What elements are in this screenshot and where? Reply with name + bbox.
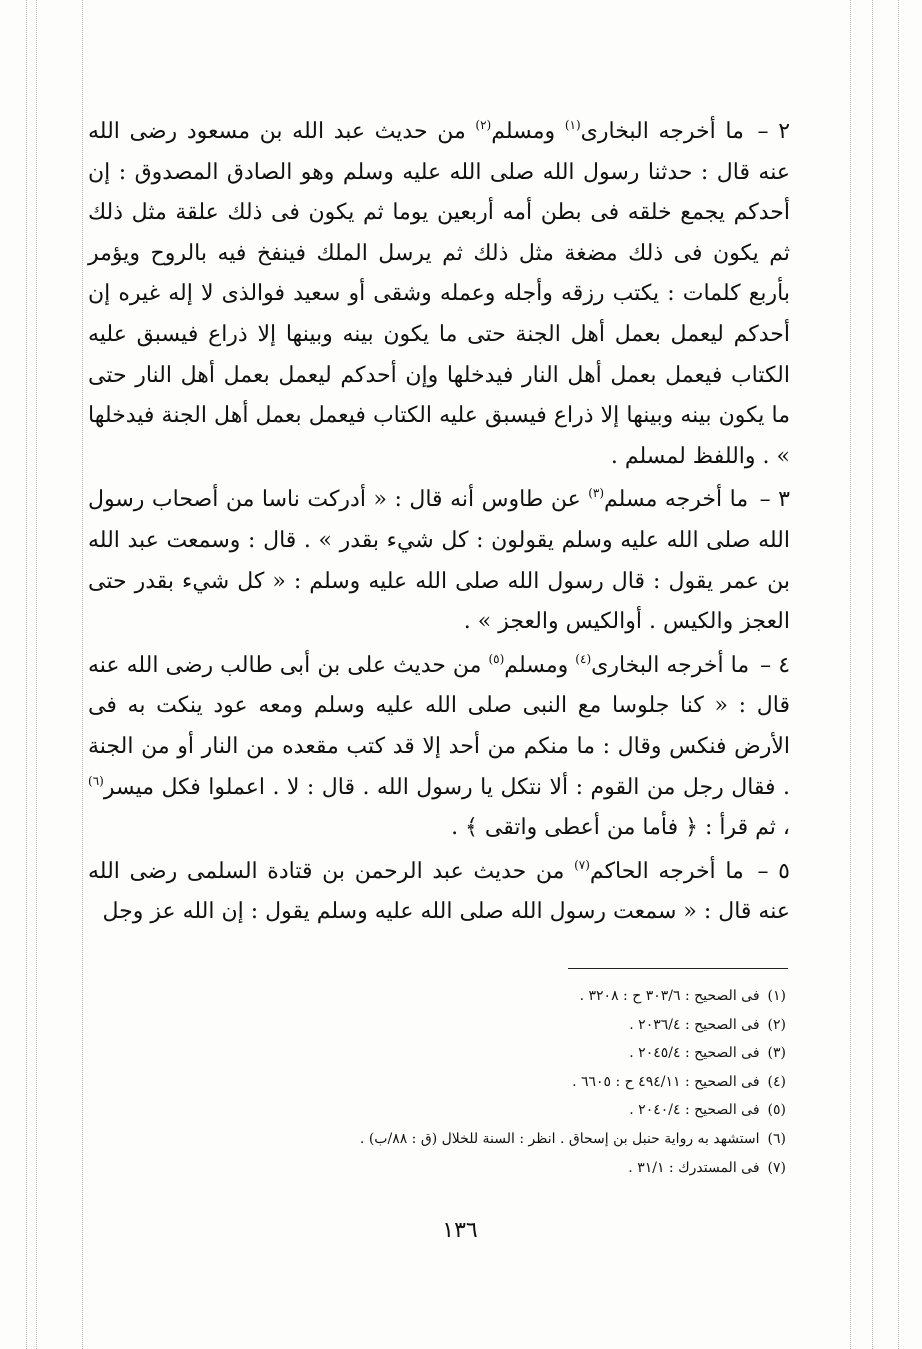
footnote-reference: (١)	[564, 118, 581, 132]
footnote	[200, 1125, 786, 1154]
footnote-reference: (٣)	[588, 486, 605, 501]
paragraph-text: ومسلم	[504, 652, 576, 678]
paragraph-text: ما أخرجه الحاكم	[589, 858, 744, 884]
paragraph-text: من حديث عبد الرحمن بن قتادة السلمى رضى الله عنه قال : « سمعت رسول الله صلى الله عليه وسلم يقول : إن الله عز وجل	[88, 858, 790, 925]
footnote-text: فى الصحيح : ٤٩٤/١١ ح : ٦٦٠٥ .	[572, 1073, 760, 1090]
footnote-number: (٦)	[767, 1130, 786, 1147]
footnote-reference: (٥)	[488, 651, 505, 666]
page-number: ١٣٦	[442, 1218, 478, 1243]
paragraph-number: ٢ –	[757, 119, 791, 144]
footnote	[200, 1068, 786, 1097]
footnotes	[200, 982, 786, 1182]
paragraph-text: ومسلم	[491, 119, 565, 144]
scan-margin-dots	[850, 0, 851, 1349]
scan-margin-dots	[872, 0, 873, 1349]
footnote-number: (٥)	[767, 1102, 786, 1119]
scan-margin-dots	[898, 0, 899, 1349]
paragraph	[88, 852, 790, 933]
paragraph-text: من حديث على بن أبى طالب رضى الله عنه قال : « كنا جلوسا مع النبى صلى الله عليه وسلم ومعه عود ينكت به فى الأرض فنكس وقال : ما منكم من أحد إلا قد كتب مقعده من النار أو من الجنة . فقال رجل من القوم : ألا نتكل يا رسول الله . قال : لا . اعملوا فكل ميسر	[88, 652, 790, 800]
footnote-number: (٧)	[767, 1159, 786, 1176]
paragraph-text: ما أخرجه البخارى	[580, 119, 744, 144]
paragraph	[88, 646, 790, 849]
footnote-text: استشهد به رواية حنبل بن إسحاق . انظر : السنة للخلال (ق : ٨٨/ب) .	[359, 1130, 760, 1147]
paragraph-text: عن طاوس أنه قال : « أدركت ناسا من أصحاب رسول الله صلى الله عليه وسلم يقولون : كل شيء بقدر » . قال : وسمعت عبد الله بن عمر يقول : قال رسول الله صلى الله عليه وسلم : « كل شيء بقدر حتى العجز والكيس . أوالكيس والعجز » .	[88, 487, 790, 635]
footnote-reference: (٦)	[88, 773, 104, 788]
paragraph-number: ٥ –	[757, 858, 790, 884]
paragraph-text: من حديث عبد الله بن مسعود رضى الله عنه قال : حدثنا رسول الله صلى الله عليه وسلم وهو الصادق المصدوق : إن أحدكم يجمع خلقه فى بطن أمه أربعين يوما ثم يكون فى ذلك علقة مثل ذلك ثم يكون فى ذلك مضغة مثل ذلك ثم يرسل الملك فينفخ فيه بالروح ويؤمر بأربع كلمات : يكتب رزقه وأجله وعمله وشقى أو سعيد فوالذى لا إله غيره إن أحدكم ليعمل بعمل أهل الجنة حتى ما يكون بينه وبينها إلا ذراع فيسبق عليه الكتاب فيعمل بعمل أهل النار فيدخلها وإن أحدكم ليعمل بعمل أهل النار حتى ما يكون بينه وبينها إلا ذراع فيسبق عليه الكتاب فيعمل بعمل أهل الجنة فيدخلها » . واللفظ لمسلم .	[88, 119, 790, 469]
footnote-number: (٤)	[767, 1073, 786, 1090]
footnote	[200, 1011, 786, 1040]
paragraph-text: ، ثم قرأ : ﴿ فأما من أعطى واتقى ﴾ .	[451, 815, 790, 841]
footnote-reference: (٤)	[575, 651, 592, 666]
scan-margin-dots	[26, 0, 27, 1349]
paragraph-number: ٣ –	[759, 487, 790, 513]
footnote	[200, 1096, 786, 1125]
footnote-text: فى المستدرك : ٣١/١ .	[628, 1159, 760, 1176]
footnote-number: (٢)	[767, 1016, 786, 1033]
paragraph-text: ما أخرجه مسلم	[604, 487, 749, 513]
paragraph-number: ٤ –	[760, 652, 791, 678]
footnote-separator	[568, 968, 788, 969]
paragraph	[88, 112, 790, 477]
footnote-text: فى الصحيح : ٣٠٣/٦ ح : ٣٢٠٨ .	[579, 988, 760, 1004]
paragraph	[88, 480, 790, 642]
footnote-number: (١)	[767, 988, 786, 1004]
main-text	[88, 112, 790, 936]
footnote-reference: (٢)	[475, 118, 492, 132]
scan-margin-dots	[82, 0, 83, 1349]
footnote-text: فى الصحيح : ٢٠٤٥/٤ .	[629, 1045, 760, 1062]
scan-margin-dots	[36, 0, 37, 1349]
footnote-text: فى الصحيح : ٢٠٤٠/٤ .	[629, 1102, 760, 1119]
footnote	[200, 1154, 786, 1183]
footnote-reference: (٧)	[574, 857, 590, 872]
footnote	[200, 982, 786, 1011]
footnote-number: (٣)	[767, 1045, 786, 1062]
footnote-text: فى الصحيح : ٢٠٣٦/٤ .	[629, 1016, 760, 1033]
paragraph-text: ما أخرجه البخارى	[591, 652, 750, 678]
footnote	[200, 1039, 786, 1068]
